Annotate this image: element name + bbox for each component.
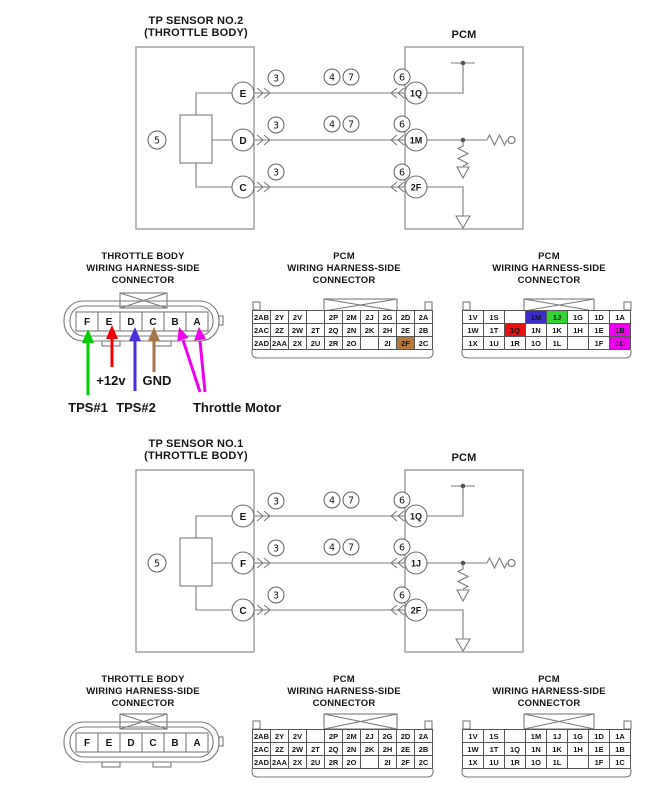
pin-cell-1c: 1C: [610, 337, 630, 349]
pin-cell-1e: 1E: [589, 324, 609, 336]
pcm2x-corner-tab: [425, 721, 432, 729]
pin-cell-1j: 1J: [547, 311, 567, 323]
sensor2-title-line2: (THROTTLE BODY): [144, 27, 248, 39]
pin-cell-2aa: 2AA: [271, 338, 287, 348]
sensor1-title-line1: TP SENSOR NO.1: [148, 438, 244, 450]
tb-pin-a: A: [193, 317, 201, 328]
pcm1x-title-2: WIRING HARNESS-SIDE: [492, 263, 606, 274]
callout-6: 6: [398, 590, 406, 602]
pin-cell-2e: 2E: [397, 743, 414, 755]
ground-arrow: [457, 590, 469, 601]
pcm2x-title-1: PCM: [333, 674, 355, 685]
pin-cell-2ad: 2AD: [253, 757, 269, 767]
tb-connector-title-3: CONNECTOR: [111, 698, 175, 709]
motor-arrowhead-a: [194, 327, 206, 341]
pin-cell-empty: [307, 730, 324, 742]
pcm-pin-1m: 1M: [409, 135, 423, 146]
pin-cell-1v: 1V: [463, 730, 483, 742]
pcm-pin-2f: 2F: [410, 605, 422, 616]
sensor1-element: [180, 538, 212, 586]
pin-cell-1s: 1S: [484, 730, 504, 742]
pin-cell-2o: 2O: [343, 337, 360, 349]
throttle-body-connector-bottom: [64, 674, 223, 767]
wire-callouts-top: [268, 69, 410, 180]
pin-cell-empty: [307, 311, 324, 323]
callout-5: 5: [153, 558, 161, 570]
callout-4: 4: [328, 119, 336, 131]
callout-4: 4: [328, 72, 336, 84]
callout-3: 3: [272, 543, 280, 555]
pin-cell-1a: 1A: [610, 311, 630, 323]
pin-cell-2c: 2C: [415, 756, 432, 768]
pin-cell-1t: 1T: [484, 743, 504, 755]
pin-cell-2y: 2Y: [271, 311, 288, 323]
pin-cell-2t: 2T: [307, 743, 324, 755]
pin-cell-2i: 2I: [379, 756, 396, 768]
pcm1x-corner-tab: [624, 721, 631, 729]
pcm-internals-top: [427, 61, 515, 228]
callout-3: 3: [272, 73, 280, 85]
pcm1x-skirt: [462, 769, 631, 777]
pcm-pin-1j: 1J: [410, 558, 422, 569]
pin-cell-2u: 2U: [307, 337, 324, 349]
pin-cell-2r: 2R: [325, 337, 342, 349]
callout-3: 3: [272, 120, 280, 132]
pin-cell-2m: 2M: [343, 311, 360, 323]
pin-cell-2e: 2E: [397, 324, 414, 336]
pin-cell-2a: 2A: [415, 730, 432, 742]
pin-cell-2t: 2T: [307, 324, 324, 336]
tb-side-tab: [219, 737, 223, 746]
pin-cell-1u: 1U: [484, 337, 504, 349]
tb-bottom-tab: [102, 762, 120, 767]
callout-4: 4: [328, 495, 336, 507]
junction-dot: [461, 561, 466, 566]
pin-cell-1h: 1H: [568, 743, 588, 755]
pin-cell-empty: [361, 756, 378, 768]
pin-cell-2q: 2Q: [325, 743, 342, 755]
pin-cell-1q: 1Q: [505, 324, 525, 336]
pin-cell-1n: 1N: [526, 743, 546, 755]
pin-cell-2v: 2V: [289, 730, 306, 742]
resistor-vertical: [458, 565, 468, 589]
pin-cell-2z: 2Z: [271, 324, 288, 336]
pin-cell-1r: 1R: [505, 756, 525, 768]
pin-cell-1x: 1X: [463, 337, 483, 349]
sensor1-internal-wires: [196, 516, 232, 610]
callout-3: 3: [272, 496, 280, 508]
sensor1-pin-e: E: [239, 512, 247, 523]
pin-cell-2b: 2B: [415, 324, 432, 336]
pin-cell-2k: 2K: [361, 743, 378, 755]
tb-connector-title-2: WIRING HARNESS-SIDE: [86, 263, 200, 274]
pin-cell-2k: 2K: [361, 324, 378, 336]
pin-cell-2y: 2Y: [271, 730, 288, 742]
pcm1x-title-3: CONNECTOR: [517, 275, 581, 286]
pin-cell-2g: 2G: [379, 311, 396, 323]
tb-pin-e: E: [105, 738, 113, 749]
pin-cell-2h: 2H: [379, 324, 396, 336]
label-tps2: TPS#2: [116, 400, 156, 415]
junction-dot: [461, 61, 466, 66]
pcm2x-title-2: WIRING HARNESS-SIDE: [287, 686, 401, 697]
pin-cell-2ab: 2AB: [253, 312, 269, 322]
tp-sensor-no1-schematic: [136, 438, 523, 652]
label-plus12v: +12v: [96, 373, 126, 388]
pin-cell-2w: 2W: [289, 324, 306, 336]
pin-cell-2n: 2N: [343, 324, 360, 336]
wire-callouts-bottom: [268, 492, 410, 603]
tb-pin-a: A: [193, 738, 201, 749]
pcm2x-title-1: PCM: [333, 251, 355, 262]
sensor1-pin-f: F: [239, 559, 247, 570]
pin-cell-2i: 2I: [379, 337, 396, 349]
pin-cell-1k: 1K: [547, 324, 567, 336]
motor-arrow-b: [183, 340, 200, 392]
pin-cell-empty: [505, 730, 525, 742]
pcm2x-skirt: [252, 769, 433, 777]
pin-cell-2d: 2D: [397, 730, 414, 742]
pin-cell-1u: 1U: [484, 756, 504, 768]
sensor2-pin-e: E: [239, 89, 247, 100]
tb-pin-f: F: [83, 738, 91, 749]
pin-cell-1f: 1F: [589, 756, 609, 768]
callout-6: 6: [398, 167, 406, 179]
pin-cell-1w: 1W: [463, 324, 483, 336]
pcm-harness-grid-2x-top: [252, 310, 433, 350]
label-tps1: TPS#1: [68, 400, 108, 415]
pin-cell-1a: 1A: [610, 730, 630, 742]
pin-cell-1k: 1K: [547, 743, 567, 755]
tb-pin-d: D: [127, 738, 135, 749]
pcm2x-corner-tab: [425, 302, 432, 310]
callout-7: 7: [347, 495, 355, 507]
pin-cell-1x: 1X: [463, 756, 483, 768]
tb-pin-e: E: [105, 317, 113, 328]
pin-cell-1b: 1B: [610, 743, 630, 755]
pin-cell-2g: 2G: [379, 730, 396, 742]
pin-cell-1b: 1B: [610, 324, 630, 336]
pcm-title-bottom: PCM: [451, 452, 477, 464]
callout-6: 6: [398, 495, 406, 507]
ground-arrow: [457, 167, 469, 178]
motor-arrowhead-b: [177, 327, 188, 341]
pcm-harness-grid-1x-bottom: [462, 729, 631, 769]
tb-pin-annotations: [68, 325, 281, 415]
junction-dot: [461, 484, 466, 489]
pin-cell-1o: 1O: [526, 756, 546, 768]
pcm2x-title-3: CONNECTOR: [312, 698, 376, 709]
pin-cell-1d: 1D: [589, 311, 609, 323]
ground-arrow: [456, 639, 470, 651]
pin-cell-1m: 1M: [526, 730, 546, 742]
tb-pin-b: B: [171, 317, 179, 328]
pin-cell-empty: [361, 337, 378, 349]
gnd-arrowhead: [148, 327, 160, 341]
pcm1x-corner-tab: [463, 721, 470, 729]
pin-cell-2q: 2Q: [325, 324, 342, 336]
pin-cell-1f: 1F: [589, 337, 609, 349]
pcm2x-corner-tab: [253, 302, 260, 310]
pcm1x-title-1: PCM: [538, 251, 560, 262]
pin-cell-1s: 1S: [484, 311, 504, 323]
pin-cell-2r: 2R: [325, 756, 342, 768]
pin-cell-empty: [568, 756, 588, 768]
callout-3: 3: [272, 590, 280, 602]
sensor1-title-line2: (THROTTLE BODY): [144, 450, 248, 462]
pin-cell-1d: 1D: [589, 730, 609, 742]
pin-cell-2a: 2A: [415, 311, 432, 323]
resistor-horizontal: [487, 558, 507, 568]
callout-3: 3: [272, 167, 280, 179]
resistor-horizontal: [487, 135, 507, 145]
pin-cell-2ad: 2AD: [253, 338, 269, 348]
pcm1x-corner-tab: [624, 302, 631, 310]
pcm2x-skirt: [252, 350, 433, 358]
pin-cell-2j: 2J: [361, 730, 378, 742]
pin-cell-2p: 2P: [325, 730, 342, 742]
pin-cell-1l: 1L: [547, 337, 567, 349]
pin-cell-1c: 1C: [610, 756, 630, 768]
junction-dot: [461, 138, 466, 143]
pin-cell-2ac: 2AC: [253, 325, 269, 335]
tb-pin-c: C: [149, 738, 157, 749]
callout-6: 6: [398, 72, 406, 84]
motor-arrow-a: [200, 341, 205, 392]
pcm-harness-grid-2x-bottom: [252, 729, 433, 769]
pin-cell-2z: 2Z: [271, 743, 288, 755]
tb-pin-f: F: [83, 317, 91, 328]
pin-cell-2w: 2W: [289, 743, 306, 755]
pin-cell-empty: [505, 311, 525, 323]
pcm-internals-bottom: [427, 484, 515, 651]
pcm2x-title-3: CONNECTOR: [312, 275, 376, 286]
callout-6: 6: [398, 119, 406, 131]
tb-bottom-tab: [153, 762, 171, 767]
pin-cell-2m: 2M: [343, 730, 360, 742]
pin-cell-1v: 1V: [463, 311, 483, 323]
pcm-pin-1q: 1Q: [409, 88, 423, 99]
ground-arrow: [456, 216, 470, 228]
pin-cell-2o: 2O: [343, 756, 360, 768]
callout-6: 6: [398, 542, 406, 554]
pin-cell-2aa: 2AA: [271, 757, 287, 767]
pin-cell-1e: 1E: [589, 743, 609, 755]
pin-cell-1r: 1R: [505, 337, 525, 349]
tp-sensor-no2-schematic: [136, 15, 523, 229]
pin-cell-1g: 1G: [568, 311, 588, 323]
label-throttle-motor: Throttle Motor: [192, 400, 282, 415]
callout-4: 4: [328, 542, 336, 554]
pcm1x-corner-tab: [463, 302, 470, 310]
pcm2x-corner-tab: [253, 721, 260, 729]
pcm1x-title-3: CONNECTOR: [517, 698, 581, 709]
pin-cell-1w: 1W: [463, 743, 483, 755]
pin-cell-1q: 1Q: [505, 743, 525, 755]
pin-cell-2ab: 2AB: [253, 731, 269, 741]
pin-cell-1l: 1L: [547, 756, 567, 768]
tb-side-tab: [219, 316, 223, 325]
pin-cell-2c: 2C: [415, 337, 432, 349]
sensor1-pin-c: C: [239, 606, 247, 617]
pin-cell-1g: 1G: [568, 730, 588, 742]
pin-cell-1n: 1N: [526, 324, 546, 336]
callout-7: 7: [347, 119, 355, 131]
tps2-arrowhead: [129, 327, 141, 341]
pin-cell-1j: 1J: [547, 730, 567, 742]
pcm-harness-grid-1x-top: [462, 310, 631, 350]
pcm1x-title-2: WIRING HARNESS-SIDE: [492, 686, 606, 697]
pin-cell-2f: 2F: [397, 756, 414, 768]
callout-7: 7: [347, 542, 355, 554]
pcm1x-title-1: PCM: [538, 674, 560, 685]
sensor2-pin-d: D: [239, 136, 247, 147]
pin-cell-1t: 1T: [484, 324, 504, 336]
pin-cell-2h: 2H: [379, 743, 396, 755]
pin-cell-2f: 2F: [397, 337, 414, 349]
tb-pin-d: D: [127, 317, 135, 328]
pin-cell-2p: 2P: [325, 311, 342, 323]
tb-connector-title-3: CONNECTOR: [111, 275, 175, 286]
pin-cell-empty: [568, 337, 588, 349]
pin-cell-2d: 2D: [397, 311, 414, 323]
pin-cell-2x: 2X: [289, 756, 306, 768]
sensor2-element: [180, 115, 212, 163]
pin-cell-2ac: 2AC: [253, 744, 269, 754]
pin-cell-2v: 2V: [289, 311, 306, 323]
pcm-title-top: PCM: [451, 29, 477, 41]
pin-cell-1h: 1H: [568, 324, 588, 336]
label-gnd: GND: [142, 373, 172, 388]
callout-7: 7: [347, 72, 355, 84]
pcm-pin-1q: 1Q: [409, 511, 423, 522]
tb-connector-title-2: WIRING HARNESS-SIDE: [86, 686, 200, 697]
pin-cell-2u: 2U: [307, 756, 324, 768]
terminal-circle: [508, 560, 515, 567]
tb-bottom-tab: [153, 341, 171, 346]
pin-cell-1o: 1O: [526, 337, 546, 349]
tb-connector-title-1: THROTTLE BODY: [101, 674, 185, 685]
terminal-circle: [508, 137, 515, 144]
pcm-pin-2f: 2F: [410, 182, 422, 193]
resistor-vertical: [458, 142, 468, 166]
tb-pin-c: C: [149, 317, 157, 328]
pin-cell-2n: 2N: [343, 743, 360, 755]
pin-cell-2x: 2X: [289, 337, 306, 349]
pin-cell-1m: 1M: [526, 311, 546, 323]
pcm1x-skirt: [462, 350, 631, 358]
pin-cell-2j: 2J: [361, 311, 378, 323]
sensor2-pin-c: C: [239, 183, 247, 194]
pcm2x-title-2: WIRING HARNESS-SIDE: [287, 263, 401, 274]
sensor2-internal-wires: [196, 93, 232, 187]
tb-pin-b: B: [171, 738, 179, 749]
pin-cell-2b: 2B: [415, 743, 432, 755]
tb-connector-title-1: THROTTLE BODY: [101, 251, 185, 262]
callout-5: 5: [153, 135, 161, 147]
sensor2-title-line1: TP SENSOR NO.2: [148, 15, 244, 27]
